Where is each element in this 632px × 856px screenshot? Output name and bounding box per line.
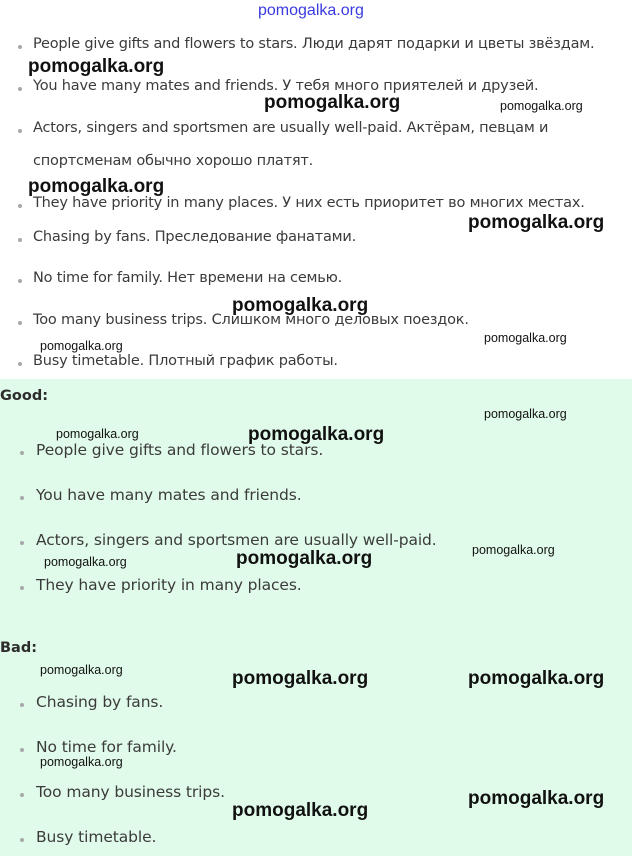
list-item-continuation: спортсменам обычно хорошо платят. [33,153,314,169]
list-item: You have many mates and friends. У тебя много приятелей и друзей. [33,78,539,94]
bullet [18,87,22,91]
watermark: pomogalka.org [28,176,165,197]
watermark-top[interactable]: pomogalka.org [258,2,364,19]
watermark: pomogalka.org [40,755,123,769]
bullet [18,204,22,208]
bullet [20,451,24,455]
watermark: pomogalka.org [484,407,567,421]
watermark: pomogalka.org [468,788,605,809]
bullet [20,838,24,842]
watermark: pomogalka.org [232,295,369,316]
list-item: People give gifts and flowers to stars. Люди дарят подарки и цветы звёздам. [33,36,595,52]
bullet [18,279,22,283]
watermark: pomogalka.org [40,339,123,353]
watermark: pomogalka.org [484,331,567,345]
watermark: pomogalka.org [468,212,605,233]
good-heading: Good: [0,388,49,404]
bad-item: Too many business trips. [36,783,225,801]
good-item: They have priority in many places. [36,576,302,594]
good-item: People give gifts and flowers to stars. [36,441,324,459]
bad-item: Chasing by fans. [36,693,164,711]
bullet [18,321,22,325]
watermark: pomogalka.org [28,56,165,77]
list-item: Actors, singers and sportsmen are usually well-paid. Актёрам, певцам и [33,120,549,136]
watermark: pomogalka.org [236,548,373,569]
good-item: Actors, singers and sportsmen are usually well-paid. [36,531,437,549]
bad-item: Busy timetable. [36,828,157,846]
bullet [20,541,24,545]
bullet [18,362,22,366]
watermark: pomogalka.org [500,99,583,113]
list-item: Busy timetable. Плотный график работы. [33,353,338,369]
good-item: You have many mates and friends. [36,486,302,504]
watermark: pomogalka.org [232,800,369,821]
list-item: They have priority in many places. У них есть приоритет во многих местах. [33,195,585,211]
bullet [18,129,22,133]
list-item: No time for family. Нет времени на семью. [33,270,343,286]
watermark: pomogalka.org [468,668,605,689]
watermark: pomogalka.org [472,543,555,557]
bullet [20,703,24,707]
bullet [20,748,24,752]
bullet [18,45,22,49]
bullet [20,496,24,500]
bullet [20,586,24,590]
watermark: pomogalka.org [40,663,123,677]
watermark: pomogalka.org [232,668,369,689]
watermark: pomogalka.org [264,92,401,113]
watermark: pomogalka.org [44,555,127,569]
bullet [20,793,24,797]
watermark: pomogalka.org [248,424,385,445]
list-item: Chasing by fans. Преследование фанатами. [33,229,357,245]
bullet [18,238,22,242]
watermark: pomogalka.org [56,427,139,441]
list-item: Too many business trips. Слишком много деловых поездок. [33,312,469,328]
bad-heading: Bad: [0,640,38,656]
bad-item: No time for family. [36,738,177,756]
